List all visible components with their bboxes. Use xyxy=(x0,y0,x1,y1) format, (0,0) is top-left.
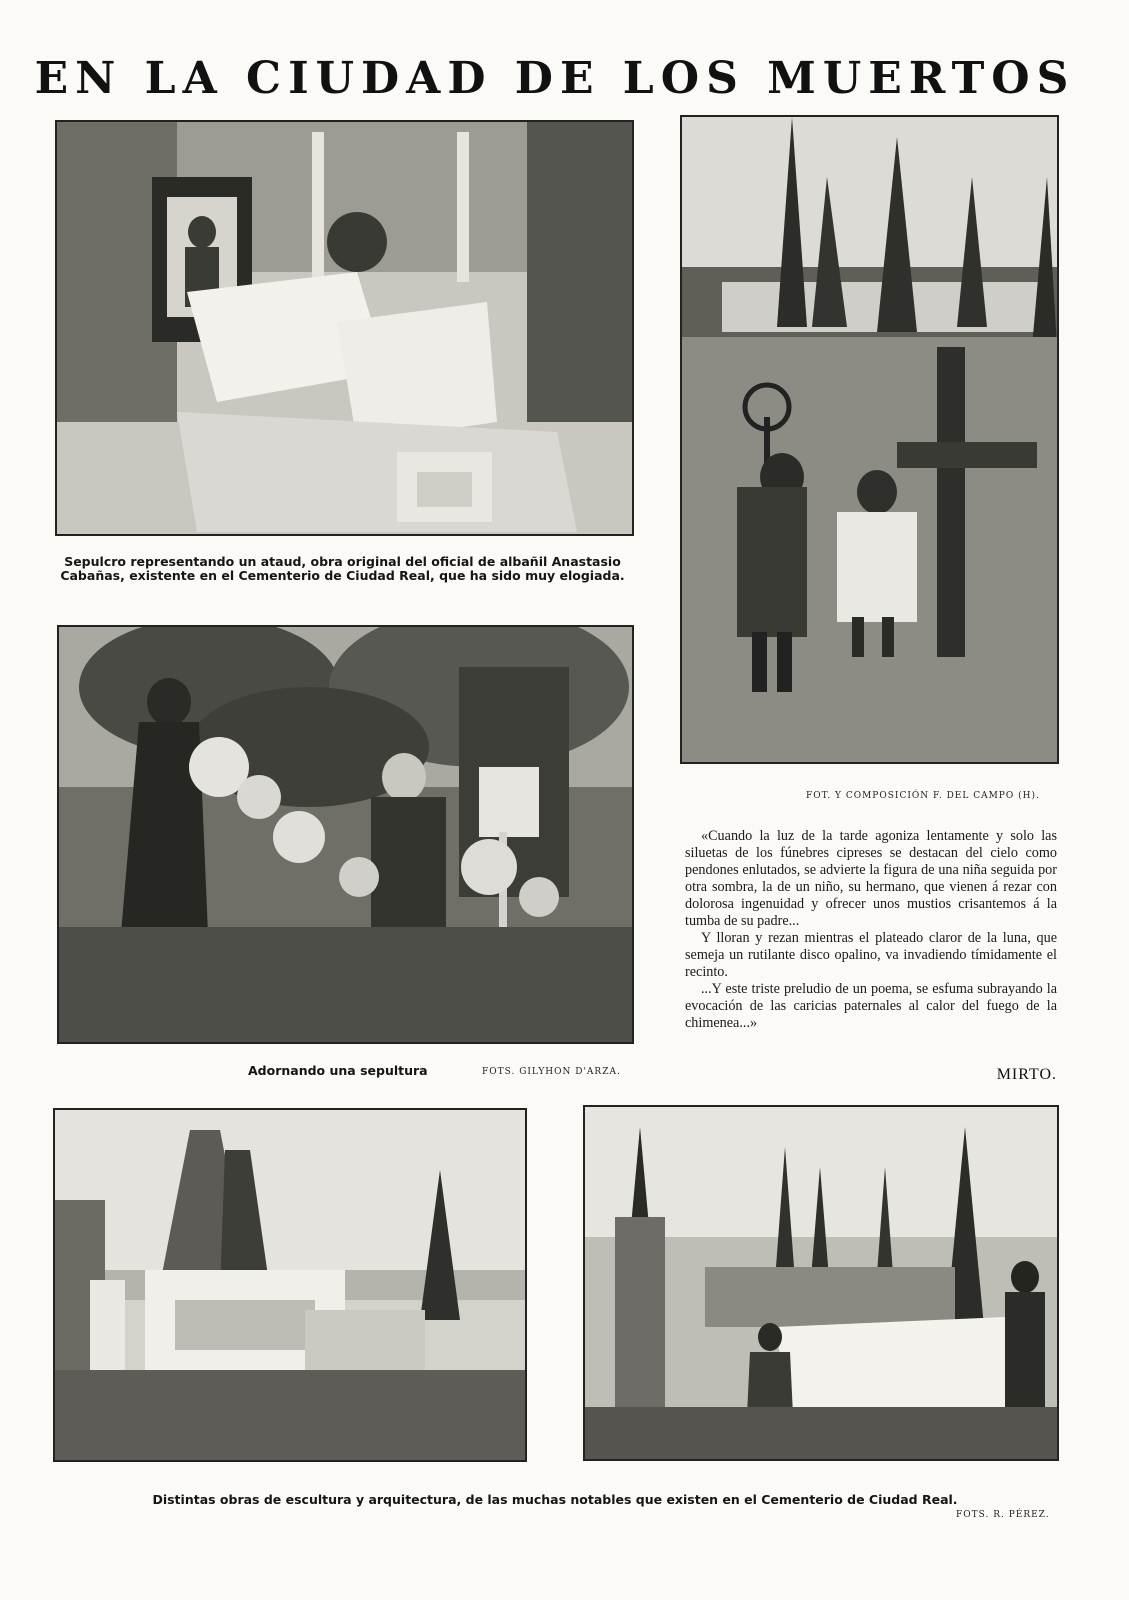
page-title-row xyxy=(34,50,1076,106)
page-title: EN LA CIUDAD DE LOS MUERTOS xyxy=(34,52,1076,104)
caption-coffin-tomb: Sepulcro representando un ataud, obra original del oficial de albañil Anastasio Cabañas, existente en el Cementerio de Ciudad Real, que ha sido muy elogiada. xyxy=(60,554,625,583)
caption-adornando: Adornando una sepultura xyxy=(248,1063,428,1078)
photo-sculpture-tomb xyxy=(53,1108,527,1462)
photo-decorating-grave xyxy=(57,625,634,1044)
quote-paragraph: ...Y este triste preludio de un poema, se esfuma subrayando la evocación de las caricias paternales al calor del fuego de la chimenea...» xyxy=(685,981,1057,1031)
credit-campo: FOT. Y COMPOSICIÓN F. DEL CAMPO (H). xyxy=(806,791,1040,801)
quote-text xyxy=(685,828,1057,1032)
credit-perez: FOTS. R. PÉREZ. xyxy=(956,1510,1050,1520)
photo-architecture-tombs xyxy=(583,1105,1059,1461)
quote-author: MIRTO. xyxy=(996,1066,1057,1083)
photo-children-cypress xyxy=(680,115,1059,764)
photo-coffin-tomb xyxy=(55,120,634,536)
credit-gilyhon: FOTS. GILYHON D'ARZA. xyxy=(482,1067,621,1077)
quote-paragraph: «Cuando la luz de la tarde agoniza lentamente y solo las siluetas de los fúnebres cipreses se destacan del cielo como pendones enlutados, se advierte la figura de una niña seguida por otra sombra, la de un niño, su hermano, que vienen á rezar con dolorosa ingenuidad y ofrecer unos mustios crisantemos á la tumba de su padre... xyxy=(685,828,1057,929)
caption-bottom: Distintas obras de escultura y arquitectura, de las muchas notables que existen en el Cementerio de Ciudad Real. xyxy=(152,1492,958,1507)
quote-paragraph: Y lloran y rezan mientras el plateado claror de la luna, que semeja un rutilante disco opalino, va invadiendo tímidamente el recinto. xyxy=(685,930,1057,980)
